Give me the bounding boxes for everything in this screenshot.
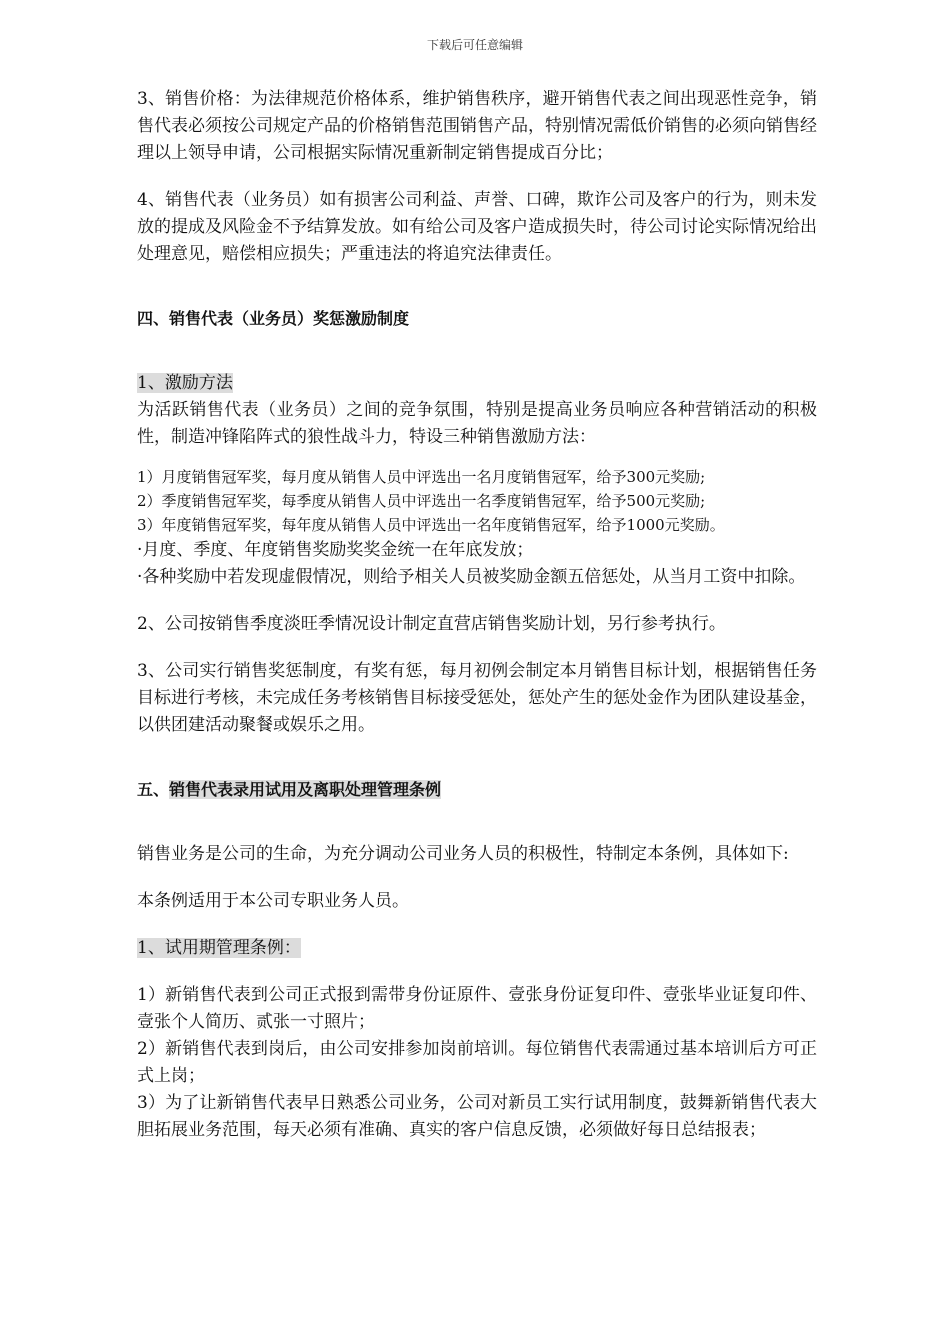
paragraph-reward-penalty: 3、公司实行销售奖惩制度，有奖有惩，每月初例会制定本月销售目标计划，根据销售任务目标进行考核，未完成任务考核销售目标接受惩处，惩处产生的惩处金作为团队建设基金，以供团建活动聚餐或娱乐之用。 (137, 661, 817, 735)
bullet-payout: ·月度、季度、年度销售奖励奖奖金统一在年底发放； (137, 540, 534, 560)
probation-item-3: 3）为了让新销售代表早日熟悉公司业务，公司对新员工实行试用制度，鼓舞新销售代表大胆拓展业务范围，每天必须有准确、真实的客户信息反馈，必须做好每日总结报表； (137, 1093, 817, 1140)
paragraph-incentive-intro: 为活跃销售代表（业务员）之间的竞争氛围，特别是提高业务员响应各种营销活动的积极性，制造冲锋陷阵式的狼性战斗力，特设三种销售激励方法： (137, 400, 817, 447)
probation-item-2: 2）新销售代表到岗后，由公司安排参加岗前培训。每位销售代表需通过基本培训后方可正式上岗； (137, 1039, 817, 1086)
probation-item-1: 1）新销售代表到公司正式报到需带身份证原件、壹张身份证复印件、壹张毕业证复印件、壹张个人简历、贰张一寸照片； (137, 985, 817, 1032)
paragraph-misconduct: 4、销售代表（业务员）如有损害公司利益、声誉、口碑，欺诈公司及客户的行为，则未发放的提成及风险金不予结算发放。如有给公司及客户造成损失时，待公司讨论实际情况给出处理意见，赔偿相应损失；严重违法的将追究法律责任。 (137, 190, 817, 264)
bullet-penalty: ·各种奖励中若发现虚假情况，则给予相关人员被奖励金额五倍惩处，从当月工资中扣除。 (137, 567, 806, 587)
paragraph-regulation-intro: 销售业务是公司的生命，为充分调动公司业务人员的积极性，特制定本条例，具体如下: (137, 844, 789, 864)
paragraph-seasonal-plan: 2、公司按销售季度淡旺季情况设计制定直营店销售奖励计划，另行参考执行。 (137, 614, 726, 634)
award-yearly: 3）年度销售冠军奖，每年度从销售人员中评选出一名年度销售冠军，给予1000元奖励。 (137, 516, 725, 534)
document-body (137, 86, 817, 1144)
section-heading-5-prefix: 五、 (137, 780, 170, 799)
award-monthly: 1）月度销售冠军奖，每月度从销售人员中评选出一名月度销售冠军，给予300元奖励; (137, 468, 706, 486)
section-heading-4: 四、销售代表（业务员）奖惩激励制度 (137, 309, 410, 328)
page-header: 下载后可任意编辑 (426, 38, 523, 52)
paragraph-scope: 本条例适用于本公司专职业务人员。 (137, 891, 409, 911)
section-heading-5-title: 销售代表录用试用及离职处理管理条例 (169, 780, 442, 799)
subheading-probation: 1、试用期管理条例： (137, 938, 301, 958)
paragraph-sales-price: 3、销售价格：为法律规范价格体系，维护销售秩序，避开销售代表之间出现恶性竞争，销售代表必须按公司规定产品的价格销售范围销售产品，特别情况需低价销售的必须向销售经理以上领导申请，公司根据实际情况重新制定销售提成百分比； (137, 89, 817, 163)
section-heading-5 (137, 777, 817, 803)
subheading-incentive-method: 1、激励方法 (137, 373, 233, 393)
award-quarterly: 2）季度销售冠军奖，每季度从销售人员中评选出一名季度销售冠军，给予500元奖励; (137, 492, 706, 510)
